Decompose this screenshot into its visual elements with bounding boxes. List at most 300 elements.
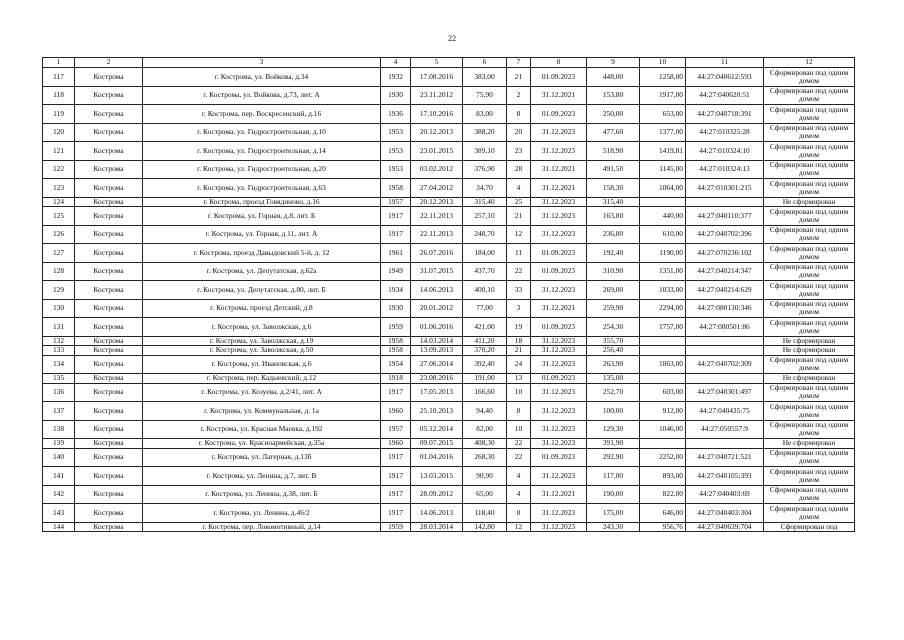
status-cell: Сформирован под одним домом: [764, 504, 855, 523]
table-row: [43, 262, 855, 281]
land-area-cell: 129,30: [587, 420, 640, 439]
deadline-cell: 31.12.2023: [531, 225, 587, 244]
city-cell: Кострома: [75, 346, 143, 356]
table-row: [43, 383, 855, 402]
build-year-cell: 1960: [381, 402, 411, 421]
date-cell: 22.11.2013: [411, 207, 463, 226]
city-cell: Кострома: [75, 225, 143, 244]
plot-area-cell: 646,00: [640, 504, 686, 523]
deadline-cell: 31.12.2023: [531, 439, 587, 449]
date-cell: 01.06.2016: [411, 318, 463, 337]
residents-cell: 20: [507, 123, 531, 142]
status-cell: Сформирован под одним домом: [764, 244, 855, 263]
address-cell: г. Кострома, ул. Заволжская, д.6: [143, 318, 381, 337]
address-cell: г. Кострома, ул. Ленина, д.38, лит. Б: [143, 485, 381, 504]
row-number-cell: 139: [43, 439, 75, 449]
area-cell: 166,60: [463, 383, 507, 402]
date-cell: 28.03.2014: [411, 522, 463, 532]
date-cell: 27.04.2012: [411, 179, 463, 198]
residents-cell: 10: [507, 420, 531, 439]
area-cell: 370,20: [463, 346, 507, 356]
row-number-cell: 124: [43, 197, 75, 207]
residents-cell: 21: [507, 68, 531, 87]
build-year-cell: 1918: [381, 374, 411, 384]
status-cell: Сформирован под одним домом: [764, 383, 855, 402]
land-area-cell: 243,30: [587, 522, 640, 532]
row-number-cell: 127: [43, 244, 75, 263]
address-cell: г. Кострома, ул. Депутатская, д.62а: [143, 262, 381, 281]
residents-cell: 4: [507, 179, 531, 198]
date-cell: 20.01.2012: [411, 299, 463, 318]
residents-cell: 2: [507, 86, 531, 105]
row-number-cell: 117: [43, 68, 75, 87]
row-number-cell: 131: [43, 318, 75, 337]
date-cell: 13.03.2015: [411, 467, 463, 486]
table-row: [43, 318, 855, 337]
build-year-cell: 1917: [381, 448, 411, 467]
housing-table: [42, 57, 855, 532]
city-cell: Кострома: [75, 160, 143, 179]
city-cell: Кострома: [75, 420, 143, 439]
area-cell: 142,80: [463, 522, 507, 532]
plot-area-cell: 1064,00: [640, 179, 686, 198]
build-year-cell: 1953: [381, 160, 411, 179]
area-cell: 400,10: [463, 281, 507, 300]
table-row: [43, 281, 855, 300]
date-cell: 17.05.2013: [411, 383, 463, 402]
residents-cell: 13: [507, 374, 531, 384]
cadastral-number-cell: [686, 439, 764, 449]
address-cell: г. Кострома, пер. Локомотивный, д.14: [143, 522, 381, 532]
address-cell: г. Кострома, ул. Коммунальная, д. 1а: [143, 402, 381, 421]
address-cell: г. Кострома, ул. Горная, д.11, лит. А: [143, 225, 381, 244]
land-area-cell: 518,90: [587, 142, 640, 161]
row-number-cell: 135: [43, 374, 75, 384]
plot-area-cell: 653,00: [640, 105, 686, 124]
deadline-cell: 31.12.2021: [531, 86, 587, 105]
date-cell: 01.04.2016: [411, 448, 463, 467]
address-cell: г. Кострома, ул. Красноармейская, д.35а: [143, 439, 381, 449]
residents-cell: 28: [507, 160, 531, 179]
status-cell: Не сформирован: [764, 197, 855, 207]
row-number-cell: 119: [43, 105, 75, 124]
table-row: [43, 244, 855, 263]
table-row: [43, 402, 855, 421]
deadline-cell: 31.12.2023: [531, 522, 587, 532]
deadline-cell: 31.12.2023: [531, 123, 587, 142]
area-cell: 75,90: [463, 86, 507, 105]
land-area-cell: 100,00: [587, 402, 640, 421]
land-area-cell: 391,90: [587, 439, 640, 449]
land-area-cell: 117,00: [587, 467, 640, 486]
address-cell: г. Кострома, ул. Заволжская, д.19: [143, 336, 381, 346]
residents-cell: 8: [507, 105, 531, 124]
row-number-cell: 132: [43, 336, 75, 346]
table-row: [43, 225, 855, 244]
city-cell: Кострома: [75, 467, 143, 486]
area-cell: 388,20: [463, 123, 507, 142]
city-cell: Кострома: [75, 207, 143, 226]
plot-area-cell: 1757,00: [640, 318, 686, 337]
table-row: [43, 336, 855, 346]
land-area-cell: 269,00: [587, 281, 640, 300]
land-area-cell: 448,00: [587, 68, 640, 87]
land-area-cell: 135,00: [587, 374, 640, 384]
deadline-cell: 31.12.2023: [531, 420, 587, 439]
row-number-cell: 136: [43, 383, 75, 402]
cadastral-number-cell: 44:27:040721:521: [686, 448, 764, 467]
row-number-cell: 140: [43, 448, 75, 467]
city-cell: Кострома: [75, 299, 143, 318]
area-cell: 90,90: [463, 467, 507, 486]
land-area-cell: 175,00: [587, 504, 640, 523]
land-area-cell: 256,40: [587, 346, 640, 356]
address-cell: г. Кострома, ул. Красная Маевка, д.192: [143, 420, 381, 439]
address-cell: г. Кострома, ул. Заволжская, д.50: [143, 346, 381, 356]
cadastral-number-cell: 44:27:080130:346: [686, 299, 764, 318]
status-cell: Сформирован под одним домом: [764, 467, 855, 486]
build-year-cell: 1934: [381, 281, 411, 300]
row-number-cell: 141: [43, 467, 75, 486]
date-cell: 03.02.2012: [411, 160, 463, 179]
city-cell: Кострома: [75, 68, 143, 87]
status-cell: Сформирован под одним домом: [764, 355, 855, 374]
cadastral-number-cell: 44:27:010324:10: [686, 142, 764, 161]
build-year-cell: 1958: [381, 346, 411, 356]
column-header: 5: [411, 58, 463, 68]
build-year-cell: 1958: [381, 336, 411, 346]
plot-area-cell: 1046,00: [640, 420, 686, 439]
residents-cell: 23: [507, 142, 531, 161]
deadline-cell: 31.12.2023: [531, 346, 587, 356]
cadastral-number-cell: 44:27:010301:215: [686, 179, 764, 198]
status-cell: Сформирован под одним домом: [764, 105, 855, 124]
area-cell: 389,10: [463, 142, 507, 161]
plot-area-cell: [640, 346, 686, 356]
plot-area-cell: [640, 439, 686, 449]
row-number-cell: 130: [43, 299, 75, 318]
date-cell: 27.06.2014: [411, 355, 463, 374]
date-cell: 20.12.2013: [411, 197, 463, 207]
build-year-cell: 1930: [381, 86, 411, 105]
land-area-cell: 252,70: [587, 383, 640, 402]
area-cell: 437,70: [463, 262, 507, 281]
address-cell: г. Кострома, ул. Войкова, д.34: [143, 68, 381, 87]
build-year-cell: 1932: [381, 68, 411, 87]
address-cell: г. Кострома, ул. Ленина, д.7, лит. В: [143, 467, 381, 486]
land-area-cell: 477,60: [587, 123, 640, 142]
status-cell: Сформирован под одним домом: [764, 448, 855, 467]
area-cell: 83,00: [463, 105, 507, 124]
table-row: [43, 299, 855, 318]
cadastral-number-cell: 44:27:080501:86: [686, 318, 764, 337]
build-year-cell: 1957: [381, 420, 411, 439]
residents-cell: 11: [507, 244, 531, 263]
plot-area-cell: 1258,00: [640, 68, 686, 87]
residents-cell: 22: [507, 439, 531, 449]
date-cell: 22.11.2013: [411, 225, 463, 244]
city-cell: Кострома: [75, 439, 143, 449]
cadastral-number-cell: 44:27:040110:377: [686, 207, 764, 226]
land-area-cell: 292,90: [587, 448, 640, 467]
status-cell: Сформирован под одним домом: [764, 86, 855, 105]
address-cell: г. Кострома, пер. Кадыевский, д.12: [143, 374, 381, 384]
deadline-cell: 31.12.2021: [531, 179, 587, 198]
area-cell: 77,00: [463, 299, 507, 318]
date-cell: 09.07.2015: [411, 439, 463, 449]
build-year-cell: 1954: [381, 355, 411, 374]
land-area-cell: 491,50: [587, 160, 640, 179]
land-area-cell: 263,90: [587, 355, 640, 374]
plot-area-cell: 1863,00: [640, 355, 686, 374]
build-year-cell: 1958: [381, 179, 411, 198]
column-header: 9: [587, 58, 640, 68]
plot-area-cell: 610,00: [640, 225, 686, 244]
deadline-cell: 01.09.2023: [531, 448, 587, 467]
cadastral-number-cell: 44:27:040301:497: [686, 383, 764, 402]
table-row: [43, 179, 855, 198]
area-cell: 421,00: [463, 318, 507, 337]
address-cell: г. Кострома, ул. Ленина, д.46/2: [143, 504, 381, 523]
city-cell: Кострома: [75, 123, 143, 142]
status-cell: Сформирован под одним домом: [764, 207, 855, 226]
residents-cell: 4: [507, 467, 531, 486]
land-area-cell: 259,90: [587, 299, 640, 318]
area-cell: 376,90: [463, 160, 507, 179]
residents-cell: 33: [507, 281, 531, 300]
deadline-cell: 31.12.2023: [531, 142, 587, 161]
residents-cell: 22: [507, 448, 531, 467]
area-cell: 392,40: [463, 355, 507, 374]
status-cell: Сформирован под одним домом: [764, 142, 855, 161]
residents-cell: 19: [507, 318, 531, 337]
area-cell: 268,30: [463, 448, 507, 467]
row-number-cell: 126: [43, 225, 75, 244]
status-cell: Не сформирован: [764, 346, 855, 356]
area-cell: 257,10: [463, 207, 507, 226]
address-cell: г. Кострома, ул. Депутатская, д.80, лит. Б: [143, 281, 381, 300]
status-cell: Не сформирован: [764, 374, 855, 384]
date-cell: 05.12.2014: [411, 420, 463, 439]
build-year-cell: 1953: [381, 142, 411, 161]
cadastral-number-cell: 44:27:040620:51: [686, 86, 764, 105]
cadastral-number-cell: [686, 197, 764, 207]
row-number-cell: 123: [43, 179, 75, 198]
cadastral-number-cell: 44:27:040435:75: [686, 402, 764, 421]
status-cell: Сформирован под одним домом: [764, 179, 855, 198]
table-row: [43, 86, 855, 105]
row-number-cell: 134: [43, 355, 75, 374]
table-row: [43, 123, 855, 142]
residents-cell: 4: [507, 485, 531, 504]
build-year-cell: 1953: [381, 123, 411, 142]
city-cell: Кострома: [75, 262, 143, 281]
area-cell: 65,00: [463, 485, 507, 504]
row-number-cell: 120: [43, 123, 75, 142]
column-header: 6: [463, 58, 507, 68]
table-row: [43, 420, 855, 439]
date-cell: 17.10.2016: [411, 105, 463, 124]
status-cell: Сформирован под одним домом: [764, 318, 855, 337]
area-cell: 248,70: [463, 225, 507, 244]
status-cell: Сформирован под одним домом: [764, 281, 855, 300]
plot-area-cell: [640, 336, 686, 346]
address-cell: г. Кострома, проезд Детский, д.8: [143, 299, 381, 318]
land-area-cell: 158,30: [587, 179, 640, 198]
cadastral-number-cell: 44:27:040214:347: [686, 262, 764, 281]
city-cell: Кострома: [75, 374, 143, 384]
land-area-cell: 192,40: [587, 244, 640, 263]
deadline-cell: 01.09.2023: [531, 244, 587, 263]
cadastral-number-cell: 44:27:040403:304: [686, 504, 764, 523]
header-row: [43, 58, 855, 68]
deadline-cell: 31.12.2023: [531, 383, 587, 402]
address-cell: г. Кострома, ул. Гидростроительная, д.63: [143, 179, 381, 198]
status-cell: Сформирован под одним домом: [764, 68, 855, 87]
area-cell: 34,70: [463, 179, 507, 198]
address-cell: г. Кострома, ул. Лагерная, д.13б: [143, 448, 381, 467]
status-cell: Сформирован под одним домом: [764, 123, 855, 142]
address-cell: г. Кострома, ул. Гидростроительная, д.20: [143, 160, 381, 179]
deadline-cell: 01.09.2023: [531, 68, 587, 87]
table-row: [43, 374, 855, 384]
residents-cell: 21: [507, 346, 531, 356]
address-cell: г. Кострома, ул. Гидростроительная, д.14: [143, 142, 381, 161]
area-cell: 118,40: [463, 504, 507, 523]
cadastral-number-cell: 44:27:040403:69: [686, 485, 764, 504]
build-year-cell: 1917: [381, 207, 411, 226]
city-cell: Кострома: [75, 105, 143, 124]
cadastral-number-cell: 44:27:010324:13: [686, 160, 764, 179]
deadline-cell: 31.12.2023: [531, 355, 587, 374]
area-cell: 411,20: [463, 336, 507, 346]
cadastral-number-cell: [686, 336, 764, 346]
city-cell: Кострома: [75, 383, 143, 402]
column-header: 8: [531, 58, 587, 68]
build-year-cell: 1930: [381, 299, 411, 318]
plot-area-cell: 603,00: [640, 383, 686, 402]
residents-cell: 22: [507, 262, 531, 281]
plot-area-cell: 912,00: [640, 402, 686, 421]
status-cell: Сформирован под: [764, 522, 855, 532]
date-cell: 17.08.2016: [411, 68, 463, 87]
city-cell: Кострома: [75, 485, 143, 504]
deadline-cell: 31.12.2023: [531, 207, 587, 226]
residents-cell: 18: [507, 336, 531, 346]
cadastral-number-cell: 44:27:040718:391: [686, 105, 764, 124]
date-cell: 23.11.2012: [411, 86, 463, 105]
build-year-cell: 1917: [381, 485, 411, 504]
deadline-cell: 31.12.2023: [531, 197, 587, 207]
city-cell: Кострома: [75, 402, 143, 421]
table-row: [43, 160, 855, 179]
land-area-cell: 254,30: [587, 318, 640, 337]
table-row: [43, 448, 855, 467]
land-area-cell: 190,00: [587, 485, 640, 504]
column-header: 12: [764, 58, 855, 68]
table-row: [43, 355, 855, 374]
deadline-cell: 31.12.2023: [531, 336, 587, 346]
plot-area-cell: 1419,81: [640, 142, 686, 161]
plot-area-cell: 2252,00: [640, 448, 686, 467]
residents-cell: 24: [507, 355, 531, 374]
plot-area-cell: 440,00: [640, 207, 686, 226]
area-cell: 82,00: [463, 420, 507, 439]
date-cell: 23.08.2016: [411, 374, 463, 384]
city-cell: Кострома: [75, 504, 143, 523]
deadline-cell: 31.12.2023: [531, 402, 587, 421]
build-year-cell: 1961: [381, 244, 411, 263]
residents-cell: 25: [507, 197, 531, 207]
deadline-cell: 31.12.2021: [531, 485, 587, 504]
address-cell: г. Кострома, ул. Козуева, д.2/41, лит. А: [143, 383, 381, 402]
city-cell: Кострома: [75, 244, 143, 263]
date-cell: 28.09.2012: [411, 485, 463, 504]
deadline-cell: 31.12.2021: [531, 299, 587, 318]
cadastral-number-cell: 44:27:010325:28: [686, 123, 764, 142]
plot-area-cell: 1033,00: [640, 281, 686, 300]
address-cell: г. Кострома, ул. Войкова, д.73, лит. А: [143, 86, 381, 105]
cadastral-number-cell: 44:27:050557:9: [686, 420, 764, 439]
table-row: [43, 504, 855, 523]
area-cell: 184,00: [463, 244, 507, 263]
plot-area-cell: [640, 374, 686, 384]
row-number-cell: 142: [43, 485, 75, 504]
table-body: [43, 68, 855, 532]
city-cell: Кострома: [75, 142, 143, 161]
table-row: [43, 142, 855, 161]
city-cell: Кострома: [75, 522, 143, 532]
cadastral-number-cell: 44:27:040639:704: [686, 522, 764, 532]
land-area-cell: 163,80: [587, 207, 640, 226]
table-row: [43, 346, 855, 356]
column-header: 11: [686, 58, 764, 68]
deadline-cell: 01.09.2023: [531, 105, 587, 124]
deadline-cell: 01.09.2023: [531, 374, 587, 384]
land-area-cell: 236,80: [587, 225, 640, 244]
residents-cell: 21: [507, 207, 531, 226]
residents-cell: 3: [507, 299, 531, 318]
date-cell: 13.09.2013: [411, 346, 463, 356]
row-number-cell: 122: [43, 160, 75, 179]
table-row: [43, 522, 855, 532]
area-cell: 383,00: [463, 68, 507, 87]
table-row: [43, 105, 855, 124]
deadline-cell: 31.12.2023: [531, 504, 587, 523]
date-cell: 25.10.2013: [411, 402, 463, 421]
address-cell: г. Кострома, ул. Ивановская, д.6: [143, 355, 381, 374]
area-cell: 191,00: [463, 374, 507, 384]
city-cell: Кострома: [75, 197, 143, 207]
deadline-cell: 01.09.2023: [531, 262, 587, 281]
city-cell: Кострома: [75, 336, 143, 346]
cadastral-number-cell: 44:27:070236:102: [686, 244, 764, 263]
date-cell: 26.07.2016: [411, 244, 463, 263]
build-year-cell: 1949: [381, 262, 411, 281]
build-year-cell: 1959: [381, 318, 411, 337]
column-header: 7: [507, 58, 531, 68]
plot-area-cell: 2294,00: [640, 299, 686, 318]
address-cell: г. Кострома, ул. Гидростроительная, д.10: [143, 123, 381, 142]
plot-area-cell: 1145,00: [640, 160, 686, 179]
date-cell: 23.01.2015: [411, 142, 463, 161]
status-cell: Сформирован под одним домом: [764, 262, 855, 281]
date-cell: 14.06.2013: [411, 281, 463, 300]
cadastral-number-cell: 44:27:040702:309: [686, 355, 764, 374]
residents-cell: 12: [507, 225, 531, 244]
status-cell: Сформирован под одним домом: [764, 485, 855, 504]
deadline-cell: 31.12.2023: [531, 467, 587, 486]
